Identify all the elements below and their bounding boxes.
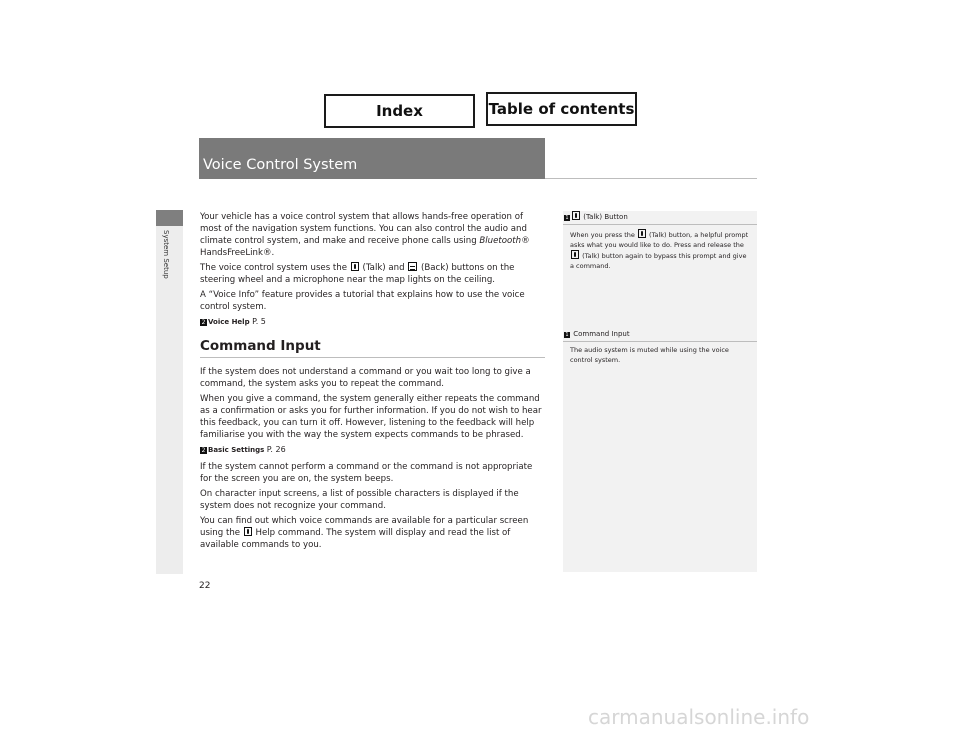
note-body: When you press the (Talk) button, a helpful prompt asks what you would like to do. Press and release the (Talk) button again to bypass this prompt and give a command. (570, 231, 749, 270)
intro-paragraph-3: A “Voice Info” feature provides a tutorial that explains how to use the voice control system. (200, 290, 525, 312)
note-marker-icon: 1 (565, 332, 569, 338)
note-heading: 1 Command Input (563, 329, 757, 342)
main-content (200, 211, 545, 554)
index-button[interactable]: Index (324, 94, 475, 128)
basic-settings-link[interactable]: 2 Basic Settings P. 26 (201, 445, 286, 454)
reference-arrow-icon: 2 (201, 319, 206, 326)
title-divider (545, 178, 757, 179)
command-paragraph-5: You can find out which voice commands are available for a particular screen using the Help command. The system will display and read the list of available commands to you. (200, 516, 529, 550)
table-of-contents-button[interactable]: Table of contents (486, 92, 637, 126)
talk-button-icon (638, 229, 646, 238)
section-label: System Setup (162, 230, 170, 279)
page-title-bar (199, 138, 545, 179)
talk-button-icon (351, 262, 359, 271)
intro-paragraph-1: Your vehicle has a voice control system that allows hands-free operation of most of the navigation system functions. You can also control the audio and climate control system, and make and receive phone calls using Bluetooth® HandsFreeLink®. (200, 212, 530, 258)
back-button-icon (408, 262, 417, 271)
note-marker-icon: 1 (565, 215, 569, 221)
reference-arrow-icon: 2 (201, 447, 206, 454)
voice-help-link[interactable]: 2 Voice Help P. 5 (201, 317, 266, 326)
page-title: Voice Control System (203, 157, 358, 173)
note-heading: 1 (Talk) Button (563, 211, 757, 225)
note-body: The audio system is muted while using the voice control system. (570, 346, 729, 364)
talk-button-icon (571, 250, 579, 259)
notes-sidebar (563, 211, 757, 572)
talk-button-icon (572, 211, 580, 220)
command-paragraph-1: If the system does not understand a command or you wait too long to give a command, the system asks you to repeat the command. (200, 367, 531, 389)
talk-button-icon (244, 527, 252, 536)
talk-button-note (563, 211, 757, 271)
watermark: carmanualsonline.info (588, 705, 810, 729)
command-paragraph-4: On character input screens, a list of possible characters is displayed if the system does not recognize your command. (200, 489, 519, 511)
command-paragraph-2: When you give a command, the system generally either repeats the command as a confirmation or asks you for further information. If you do not wish to hear this feedback, you can turn it off. However, listening to the feedback will help familiarise you with the way the system expects commands to be phrased. (200, 394, 542, 440)
command-input-note (563, 329, 757, 365)
section-heading: Command Input (200, 338, 545, 358)
section-tab (156, 210, 183, 226)
command-paragraph-3: If the system cannot perform a command or the command is not appropriate for the screen you are on, the system beeps. (200, 462, 533, 484)
page-number: 22 (199, 581, 211, 591)
intro-paragraph-2: The voice control system uses the (Talk) and (Back) buttons on the steering wheel and a microphone near the map lights on the ceiling. (200, 263, 515, 285)
